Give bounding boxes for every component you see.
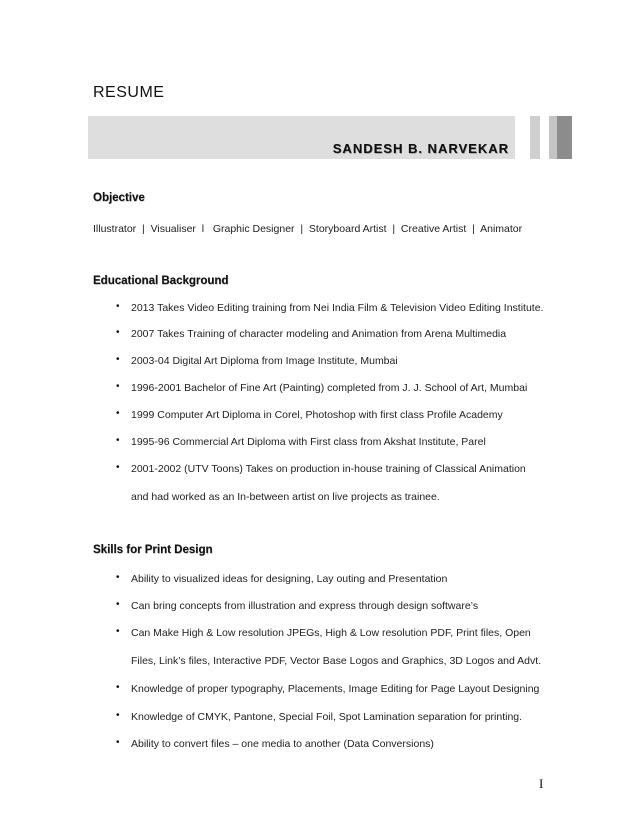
education-item: 1996-2001 Bachelor of Fine Art (Painting) completed from J. J. School of Art, Mumbai bbox=[131, 382, 528, 394]
education-item-continuation: and had worked as an In-between artist on live projects as trainee. bbox=[131, 491, 440, 503]
bullet-icon: • bbox=[116, 408, 120, 419]
print-skill-item: Knowledge of proper typography, Placements, Image Editing for Page Layout Designing bbox=[131, 683, 540, 695]
print-skill-item: Ability to convert files – one media to another (Data Conversions) bbox=[131, 738, 434, 750]
print-skill-item: Can Make High & Low resolution JPEGs, High & Low resolution PDF, Print files, Open bbox=[131, 627, 531, 639]
education-item: 1999 Computer Art Diploma in Corel, Photoshop with first class Profile Academy bbox=[131, 409, 503, 421]
objective-roles: Illustrator | Visualiser l Graphic Designer | Storyboard Artist | Creative Artist | Animator bbox=[93, 223, 523, 235]
education-item: 2001-2002 (UTV Toons) Takes on production in-house training of Classical Animation bbox=[131, 463, 526, 475]
print-skill-item: Knowledge of CMYK, Pantone, Special Foil, Spot Lamination separation for printing. bbox=[131, 711, 523, 723]
bullet-icon: • bbox=[116, 354, 120, 365]
bullet-icon: • bbox=[116, 327, 120, 338]
bullet-icon: • bbox=[116, 301, 120, 312]
name-banner bbox=[88, 116, 515, 159]
education-item: 2007 Takes Training of character modeling and Animation from Arena Multimedia bbox=[131, 328, 507, 340]
objective-heading: Objective bbox=[93, 192, 145, 204]
education-heading: Educational Background bbox=[93, 275, 229, 287]
bullet-icon: • bbox=[116, 572, 120, 583]
bullet-icon: • bbox=[116, 599, 120, 610]
print-skill-item: Ability to visualized ideas for designing, Lay outing and Presentation bbox=[131, 573, 448, 585]
bullet-icon: • bbox=[116, 462, 120, 473]
candidate-name: SANDESH B. NARVEKAR bbox=[332, 141, 509, 156]
bullet-icon: • bbox=[116, 626, 120, 637]
decorative-bar-light bbox=[530, 116, 540, 159]
education-item: 2013 Takes Video Editing training from Nei India Film & Television Video Editing Institute. bbox=[131, 302, 544, 314]
decorative-bar-dark bbox=[549, 116, 572, 159]
print-skill-item: Can bring concepts from illustration and express through design software’s bbox=[131, 600, 479, 612]
education-item: 2003-04 Digital Art Diploma from Image Institute, Mumbai bbox=[131, 355, 398, 367]
page-number: I bbox=[539, 776, 544, 791]
bullet-icon: • bbox=[116, 435, 120, 446]
bullet-icon: • bbox=[116, 381, 120, 392]
bullet-icon: • bbox=[116, 737, 120, 748]
education-item: 1995-96 Commercial Art Diploma with First class from Akshat Institute, Parel bbox=[131, 436, 486, 448]
document-title: RESUME bbox=[93, 84, 165, 101]
print-skills-heading: Skills for Print Design bbox=[93, 544, 213, 556]
print-skill-item-continuation: Files, Link’s files, Interactive PDF, Vector Base Logos and Graphics, 3D Logos and Advt. bbox=[131, 655, 542, 667]
bullet-icon: • bbox=[116, 710, 120, 721]
bullet-icon: • bbox=[116, 682, 120, 693]
